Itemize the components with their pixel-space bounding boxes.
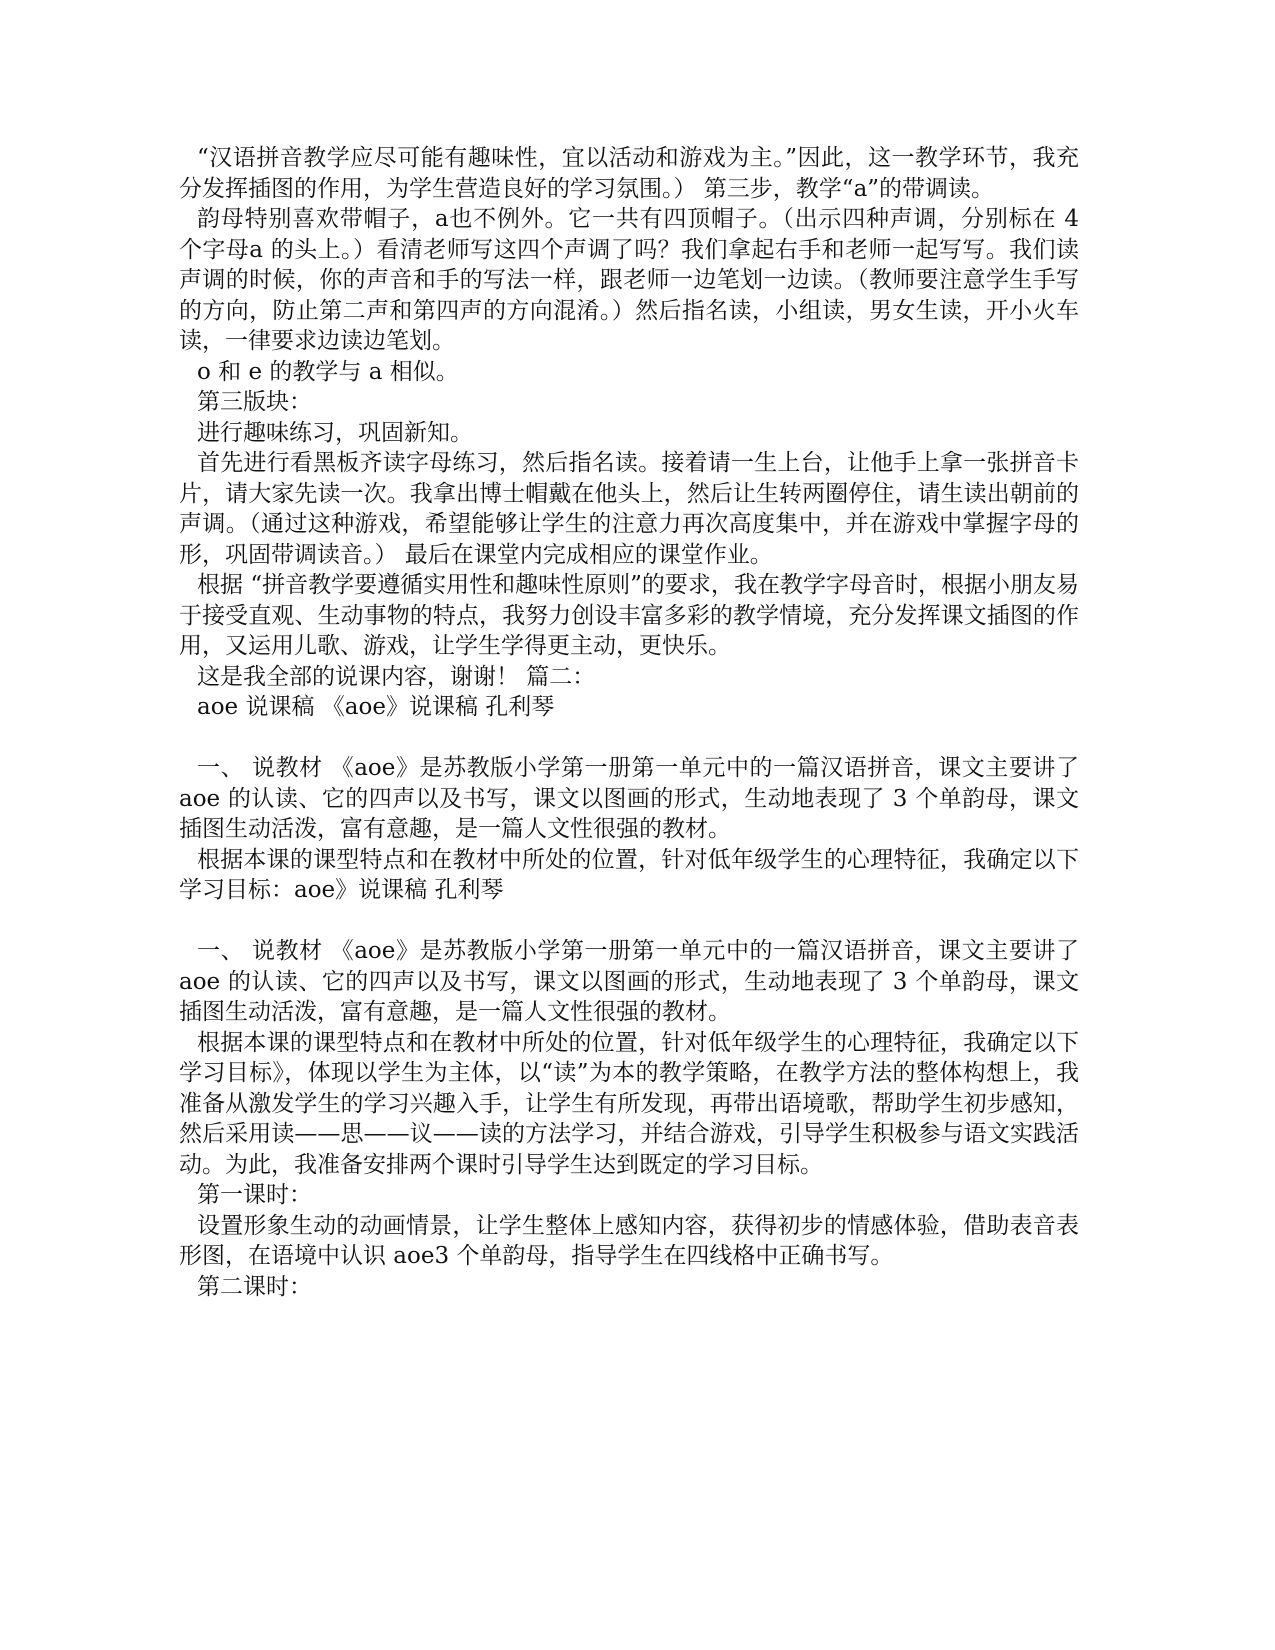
blank-line xyxy=(179,723,1079,754)
paragraph-teaching-strategy: 根据本课的课型特点和在教材中所处的位置，针对低年级学生的心理特征，我确定以下学习目标》，体现以学生为主体，以“读”为本的教学策略，在教学方法的整体构想上，我准备从激发学生的学习兴趣入手，让学生有所发现，再带出语境歌，帮助学生初步感知，然后采用读——思——议——读的方法学习，并结合游戏，引导学生积极参与语文实践活动。为此，我准备安排两个课时引导学生达到既定的学习目标。 xyxy=(179,1029,1079,1178)
paragraph-blackboard-game: 首先进行看黑板齐读字母练习，然后指名读。接着请一生上台，让他手上拿一张拼音卡片，请大家先读一次。我拿出博士帽戴在他头上，然后让生转两圈停住，请生读出朝前的声调。（通过这种游戏，希望能够让学生的注意力再次高度集中，并在游戏中掌握字母的形，巩固带调读音。） 最后在课堂内完成相应的课堂作业。 xyxy=(179,450,1079,568)
paragraph-second-title: aoe 说课稿 《aoe》说课稿 孔利琴 xyxy=(197,694,555,720)
paragraph-pinyin-interest: “汉语拼音教学应尽可能有趣味性，宜以活动和游戏为主。”因此，这一教学环节，我充分发挥插图的作用，为学生营造良好的学习氛围。） 第三步，教学“a”的带调读。 xyxy=(179,145,1079,202)
paragraph-teaching-principle: 根据 “拼音教学要遵循实用性和趣味性原则”的要求，我在教学字母音时，根据小朋友易于接受直观、生动事物的特点，我努力创设丰富多彩的教学情境，充分发挥课文插图的作用，又运用儿歌、游戏，让学生学得更主动，更快乐。 xyxy=(179,572,1079,659)
paragraph-closing: 这是我全部的说课内容，谢谢！ 篇二： xyxy=(197,663,596,690)
section-heading-second-lesson: 第二课时： xyxy=(197,1273,312,1300)
blank-line xyxy=(179,906,1079,937)
paragraph-tone-hats: 韵母特别喜欢带帽子，a也不例外。它一共有四顶帽子。（出示四种声调，分别标在 4 个字母a 的头上。）看清老师写这四个声调了吗？我们拿起右手和老师一起写写。我们读声调的时候，你的声音和手的写法一样，跟老师一边笔划一边读。（教师要注意学生手写的方向，防止第二声和第四声的方向混淆。）然后指名读，小组读，男女生读，开小火车读，一律要求边读边笔划。 xyxy=(179,206,1079,354)
paragraph-o-e-similar: o 和 e 的教学与 a 相似。 xyxy=(197,358,459,385)
section-heading-third-block: 第三版块： xyxy=(197,389,312,415)
document-body xyxy=(179,143,1079,1302)
paragraph-first-lesson-content: 设置形象生动的动画情景，让学生整体上感知内容，获得初步的情感体验，借助表音表形图，在语境中认识 aoe3 个单韵母，指导学生在四线格中正确书写。 xyxy=(179,1212,1079,1269)
paragraph-practice-intro: 进行趣味练习，巩固新知。 xyxy=(197,419,473,446)
paragraph-textbook-intro: 一、 说教材 《aoe》是苏教版小学第一册第一单元中的一篇汉语拼音，课文主要讲了 aoe 的认读、它的四声以及书写，课文以图画的形式，生动地表现了 3 个单韵母，课文插图生动活泼，富有意趣，是一篇人文性很强的教材。 xyxy=(179,755,1079,842)
paragraph-textbook-intro-repeat: 一、 说教材 《aoe》是苏教版小学第一册第一单元中的一篇汉语拼音，课文主要讲了aoe 的认读、它的四声以及书写，课文以图画的形式，生动地表现了 3 个单韵母，课文插图生动活泼，富有意趣，是一篇人文性很强的教材。 xyxy=(179,938,1079,1025)
section-heading-first-lesson: 第一课时： xyxy=(197,1182,312,1208)
paragraph-learning-goals: 根据本课的课型特点和在教材中所处的位置，针对低年级学生的心理特征，我确定以下学习目标：aoe》说课稿 孔利琴 xyxy=(179,846,1079,903)
